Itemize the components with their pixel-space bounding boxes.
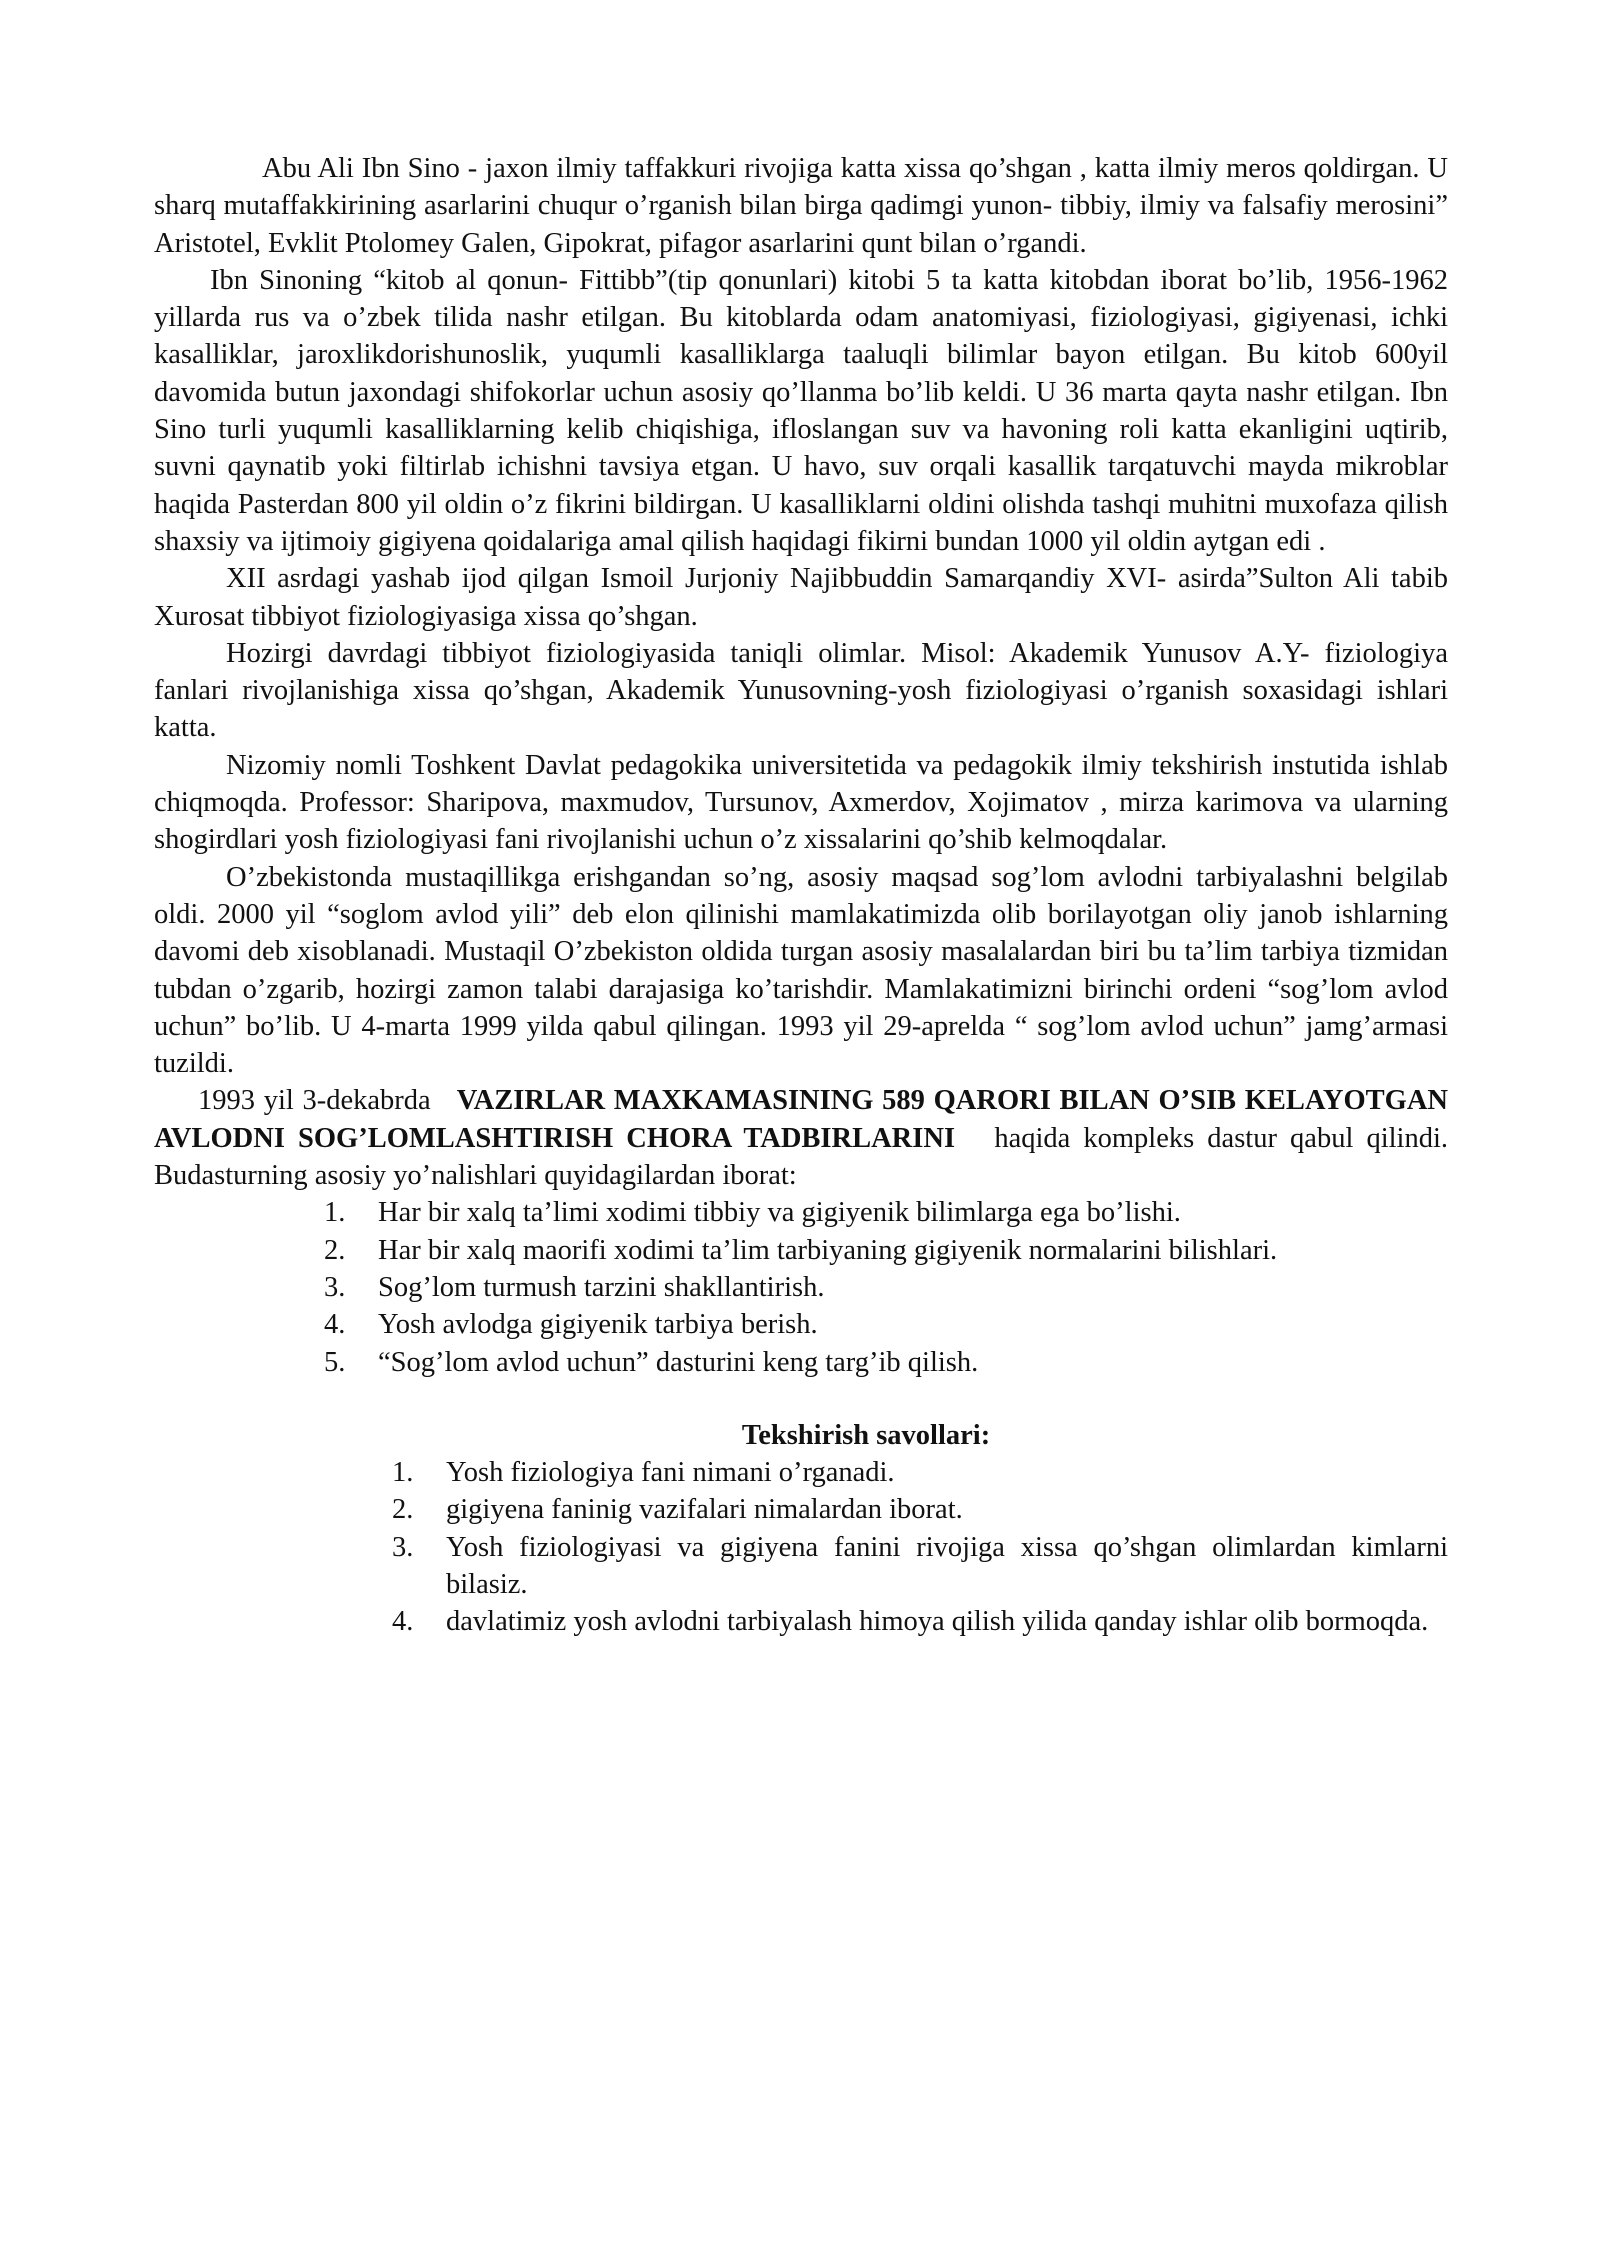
list-item: 5. “Sog’lom avlod uchun” dasturini keng targ’ib qilish. — [324, 1346, 979, 1378]
questions-heading: Tekshirish savollari: — [741, 1419, 991, 1451]
list-item: 2. Har bir xalq maorifi xodimi ta’lim tarbiyaning gigiyenik normalarini bilishlari. — [324, 1234, 1278, 1266]
list-item: 4. davlatimiz yosh avlodni tarbiyalash himoya qilish yilida qanday ishlar olib bormoqda. — [392, 1606, 1429, 1638]
document-page — [154, 150, 1448, 1641]
list-item: 4. Yosh avlodga gigiyenik tarbiya berish. — [324, 1309, 818, 1341]
paragraph-kitob-al-qonun: Ibn Sinoning “kitob al qonun- Fittibb”(tip qonunlari) kitobi 5 ta katta kitobdan iborat bo’lib, 1956-1962 yillarda rus va o’zbek tilida nashr etilgan. Bu kitoblarda odam anatomiyasi, fiziologiyasi, gigiyenasi, ichki kasalliklar, jaroxlikdorishunoslik, yuqumli kasalliklarga taaluqli bilimlar bayon etilgan. Bu kitob 600yil davomida butun jaxondagi shifokorlar uchun asosiy qo’llanma bo’lib keldi. U 36 marta qayta nashr etilgan. Ibn Sino turli yuqumli kasalliklarning kelib chiqishiga, ifloslangan suv va havoning roli katta ekanligini uqtirib, suvni qaynatib yoki filtirlab ichishni tavsiya etgan. U havo, suv orqali kasallik tarqatuvchi mayda mikroblar haqida Pasterdan 800 yil oldin o’z fikrini bildirgan. U kasalliklarni oldini olishda tashqi muhitni muxofaza qilish shaxsiy va ijtimoiy gigiyena qoidalariga amal qilish haqidagi fikirni bundan 1000 yil oldin aytgan edi . — [154, 264, 1448, 557]
decree-bold-title: VAZIRLAR MAXKAMASINING 589 QARORI BILAN O’SIB KELAYOTGAN AVLODNI SOG’LOMLASHTIRISH CHORA TADBIRLARINI — [154, 1085, 1448, 1154]
paragraph-uzbekistan-independence: O’zbekistonda mustaqillikga erishgandan so’ng, asosiy maqsad sog’lom avlodni tarbiyalashni belgilab oldi. 2000 yil “soglom avlod yili” deb elon qilinishi mamlakatimizda olib borilayotgan oliy janob ishlarning davomi deb xisoblanadi. Mustaqil O’zbekiston oldida turgan asosiy masalalardan biri bu ta’lim tarbiya tizmidan tubdan o’zgarib, hozirgi zamon talabi darajasiga ko’tarishdir. Mamlakatimizni birinchi ordeni “sog’lom avlod uchun” bo’lib. U 4-marta 1999 yilda qabul qilingan. 1993 yil 29-aprelda “ sog’lom avlod uchun” jamg’armasi tuzildi. — [154, 861, 1448, 1080]
list-item: 1. Har bir xalq ta’limi xodimi tibbiy va gigiyenik bilimlarga ega bo’lishi. — [324, 1197, 1181, 1229]
review-questions-list — [392, 1454, 1448, 1640]
decree-date-text: 1993 yil 3-dekabrda — [198, 1085, 431, 1117]
list-item: 2. gigiyena faninig vazifalari nimalardan iborat. — [392, 1494, 963, 1526]
list-item: 1. Yosh fiziologiya fani nimani o’rganadi. — [392, 1457, 895, 1489]
paragraph-tashkent-university: Nizomiy nomli Toshkent Davlat pedagokika universitetida va pedagokik ilmiy tekshirish instutida ishlab chiqmoqda. Professor: Sharipova, maxmudov, Tursunov, Axmerdov, Xojimatov , mirza karimova va ularning shogirdlari yosh fiziologiyasi fani rivojlanishi uchun o’z xissalarini qo’shib kelmoqdalar. — [154, 749, 1448, 856]
paragraph-1993-decree — [154, 1082, 1448, 1194]
decree-tail-text: haqida kompleks dastur qabul qilindi. Budasturning asosiy yo’nalishlari quyidagilardan iborat: — [154, 1122, 1448, 1192]
paragraph-ibn-sino-intro: Abu Ali Ibn Sino - jaxon ilmiy taffakkuri rivojiga katta xissa qo’shgan , katta ilmiy meros qoldirgan. U sharq mutaffakkirining asarlarini chuqur o’rganish bilan birga qadimgi yunon- tibbiy, ilmiy va falsafiy merosini” Aristotel, Evklit Ptolomey Galen, Gipokrat, pifagor asarlarini qunt bilan o’rgandi. — [154, 153, 1448, 259]
paragraph-modern-scientists: Hozirgi davrdagi tibbiyot fiziologiyasida taniqli olimlar. Misol: Akademik Yunusov A.Y- fiziologiya fanlari rivojlanishiga xissa qo’shgan, Akademik Yunusovning-yosh fiziologiyasi o’rganish soxasidagi ishlari katta. — [154, 637, 1448, 744]
list-item: 3. Yosh fiziologiyasi va gigiyena fanini rivojiga xissa qo’shgan olimlardan kimlarni bilasiz. — [392, 1531, 1448, 1600]
program-goals-list — [324, 1194, 1448, 1380]
paragraph-xii-century: XII asrdagi yashab ijod qilgan Ismoil Jurjoniy Najibbuddin Samarqandiy XVI- asirda”Sulton Ali tabib Xurosat tibbiyot fiziologiyasiga xissa qo’shgan. — [154, 563, 1448, 632]
list-item: 3. Sog’lom turmush tarzini shakllantirish. — [324, 1271, 825, 1303]
